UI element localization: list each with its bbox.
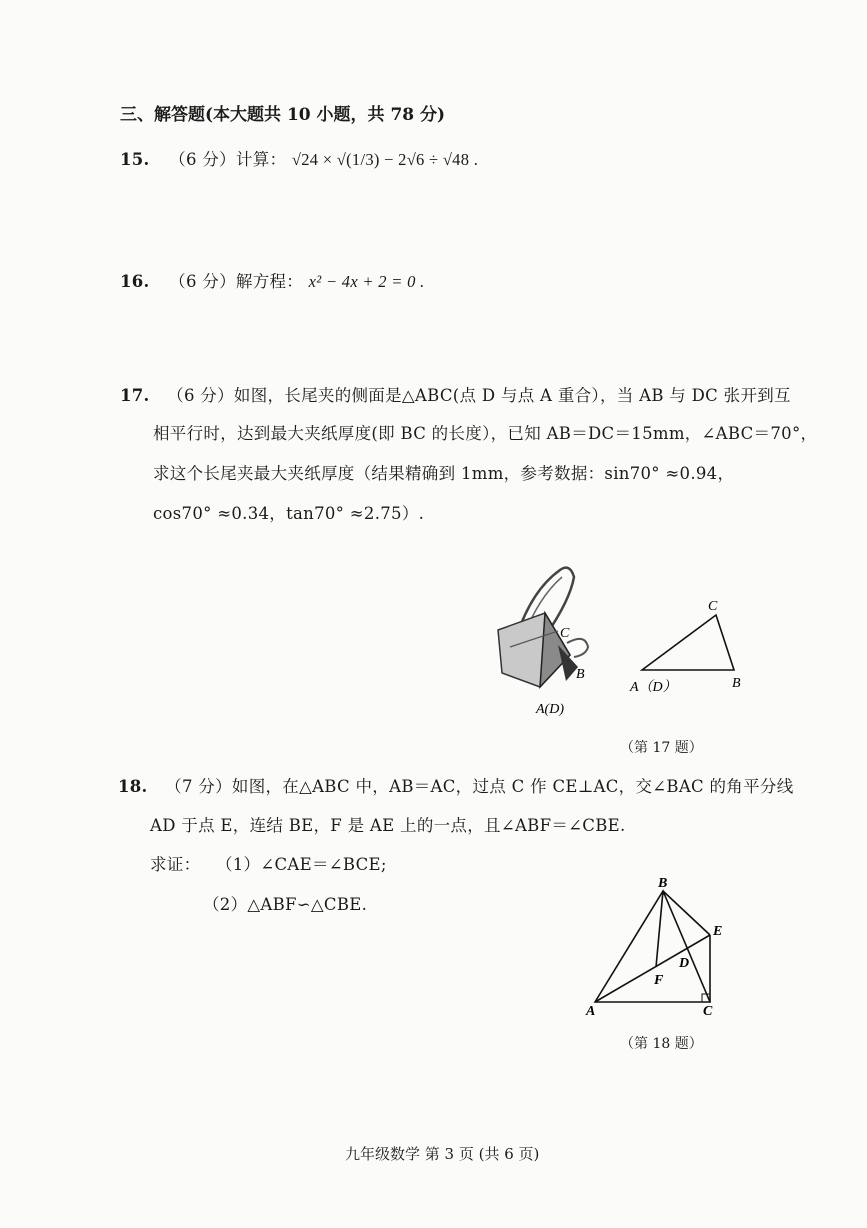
q15-number: 15. [120, 150, 150, 169]
q17-text-line3: 求这个长尾夹最大夹纸厚度（结果精确到 1mm，参考数据：sin70° ≈0.94， [153, 464, 735, 483]
q18-part2: （2）△ABF∽△CBE. [203, 895, 368, 914]
segment-be [663, 891, 710, 935]
q17-number: 17. [120, 386, 150, 405]
q16-prompt: （6 分）解方程： [169, 272, 304, 291]
triangle-abc [595, 891, 710, 1002]
q18-text-line1: （7 分）如图，在△ABC 中，AB＝AC，过点 C 作 CE⊥AC，交∠BAC 的角平分线 [165, 777, 794, 796]
photo-label-ad: A(D) [536, 702, 564, 717]
q17-text-line4: cos70° ≈0.34，tan70° ≈2.75）. [153, 504, 425, 523]
question-18-line1 [118, 773, 794, 797]
question-16 [120, 268, 425, 292]
q16-expression: x² − 4x + 2 = 0 . [308, 272, 425, 291]
triangle-abc [642, 615, 734, 670]
fig18-label-b: B [658, 878, 668, 891]
fig18-label-c: C [703, 1004, 713, 1019]
q17-text-line1: （6 分）如图，长尾夹的侧面是△ABC(点 D 与点 A 重合），当 AB 与 DC 张开到互 [167, 386, 791, 405]
bisector-ae [595, 935, 710, 1002]
q15-prompt: （6 分）计算： [169, 150, 287, 169]
q18-text-line2: AD 于点 E，连结 BE，F 是 AE 上的一点，且∠ABF＝∠CBE. [150, 816, 626, 835]
q18-prove-label: 求证： [150, 855, 201, 874]
tri-label-b: B [732, 676, 741, 691]
q16-number: 16. [120, 272, 150, 291]
tri-label-ad: A（D） [630, 680, 677, 695]
photo-label-c: C [560, 626, 570, 641]
q18-part1: （1）∠CAE＝∠BCE; [215, 855, 387, 874]
segment-bf [656, 891, 663, 967]
tri-label-c: C [708, 599, 718, 614]
fig18-label-f: F [654, 973, 664, 988]
q17-caption: （第 17 题） [620, 740, 703, 756]
section-title: 三、解答题(本大题共 10 小题，共 78 分) [120, 105, 446, 125]
q18-number: 18. [118, 777, 148, 796]
binder-clip-illustration [498, 568, 588, 687]
fig18-label-e: E [713, 924, 723, 939]
q17-text-line2: 相平行时，达到最大夹纸厚度(即 BC 的长度），已知 AB＝DC＝15mm，∠ABC＝70°， [153, 424, 818, 443]
question-17-line1 [120, 382, 791, 406]
page-footer: 九年级数学 第 3 页 (共 6 页) [345, 1145, 540, 1163]
q18-caption: （第 18 题） [620, 1036, 703, 1052]
q18-figure [580, 878, 740, 1020]
photo-label-b: B [576, 667, 585, 682]
q17-figure [470, 555, 770, 725]
q15-expression: √24 × √(1/3) − 2√6 ÷ √48 . [291, 150, 479, 169]
question-15 [120, 146, 478, 170]
fig18-label-a: A [586, 1004, 596, 1019]
fig18-label-d: D [679, 956, 690, 971]
q18-prove [150, 851, 387, 875]
